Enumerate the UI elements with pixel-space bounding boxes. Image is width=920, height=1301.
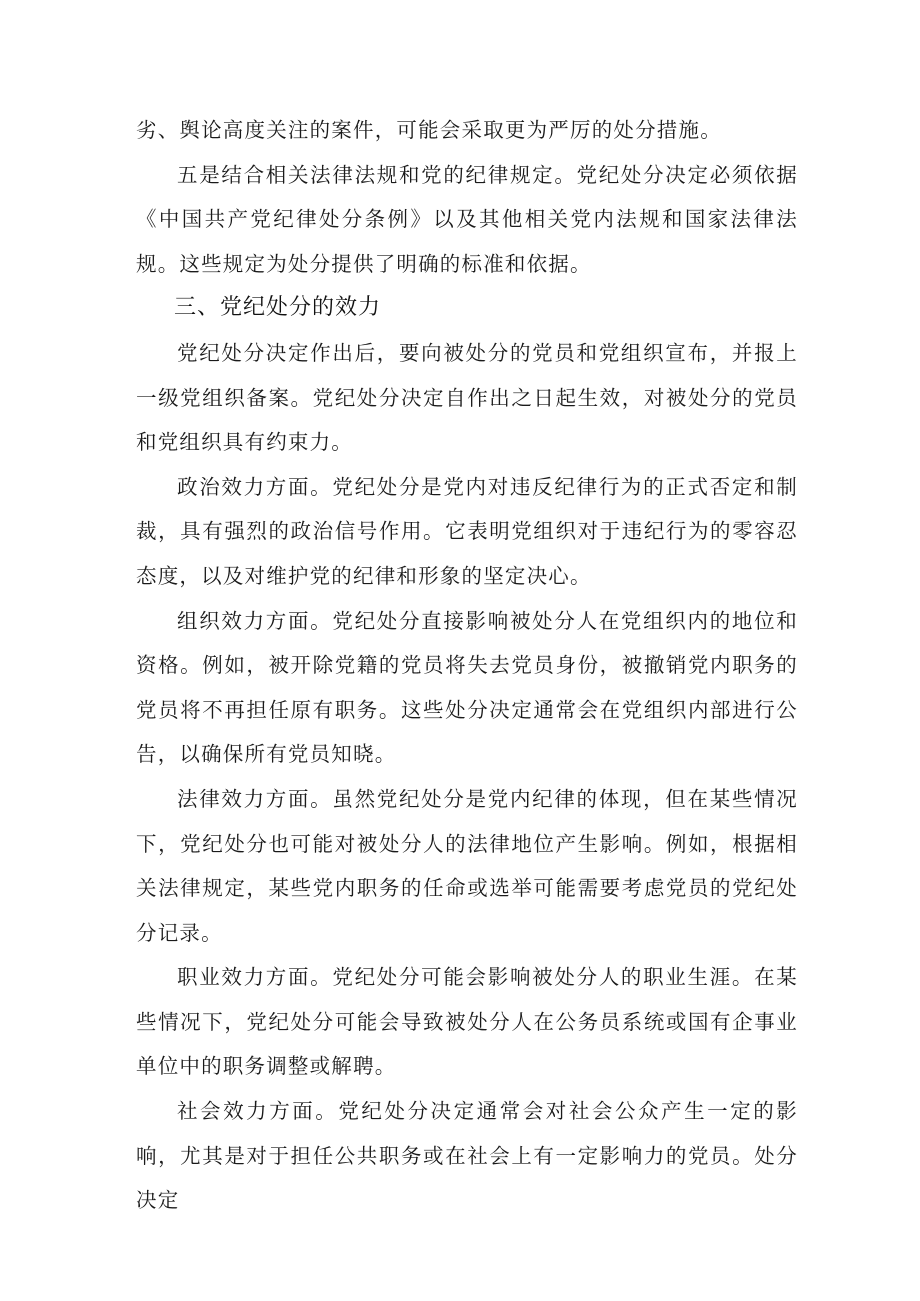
paragraph-social-effect: 社会效力方面。党纪处分决定通常会对社会公众产生一定的影响，尤其是对于担任公共职务或在社会上有一定影响力的党员。处分决定: [136, 1099, 798, 1213]
paragraph-continuation: 劣、舆论高度关注的案件，可能会采取更为严厉的处分措施。: [136, 118, 722, 142]
paragraph-legal-effect: 法律效力方面。虽然党纪处分是党内纪律的体现，但在某些情况下，党纪处分也可能对被处分人的法律地位产生影响。例如，根据相关法律规定，某些党内职务的任命或选举可能需要考虑党员的党纪处分记录。: [136, 786, 798, 945]
paragraph-political-effect: 政治效力方面。党纪处分是党内对违反纪律行为的正式否定和制裁，具有强烈的政治信号作用。它表明党组织对于违纪行为的零容忍态度，以及对维护党的纪律和形象的坚定决心。: [136, 474, 798, 588]
paragraph-organizational-effect: 组织效力方面。党纪处分直接影响被处分人在党组织内的地位和资格。例如，被开除党籍的党员将失去党员身份，被撤销党内职务的党员将不再担任原有职务。这些处分决定通常会在党组织内部进行公告，以确保所有党员知晓。: [136, 608, 798, 767]
paragraph-effect-intro: 党纪处分决定作出后，要向被处分的党员和党组织宣布，并报上一级党组织备案。党纪处分决定自作出之日起生效，对被处分的党员和党组织具有约束力。: [136, 340, 798, 455]
paragraph-career-effect: 职业效力方面。党纪处分可能会影响被处分人的职业生涯。在某些情况下，党纪处分可能会导致被处分人在公务员系统或国有企事业单位中的职务调整或解聘。: [136, 965, 798, 1079]
section-heading: 三、党纪处分的效力: [174, 295, 382, 321]
document-body: [136, 108, 798, 1223]
paragraph-legal-basis: 五是结合相关法律法规和党的纪律规定。党纪处分决定必须依据《中国共产党纪律处分条例》以及其他相关党内法规和国家法律法规。这些规定为处分提供了明确的标准和依据。: [136, 162, 798, 276]
